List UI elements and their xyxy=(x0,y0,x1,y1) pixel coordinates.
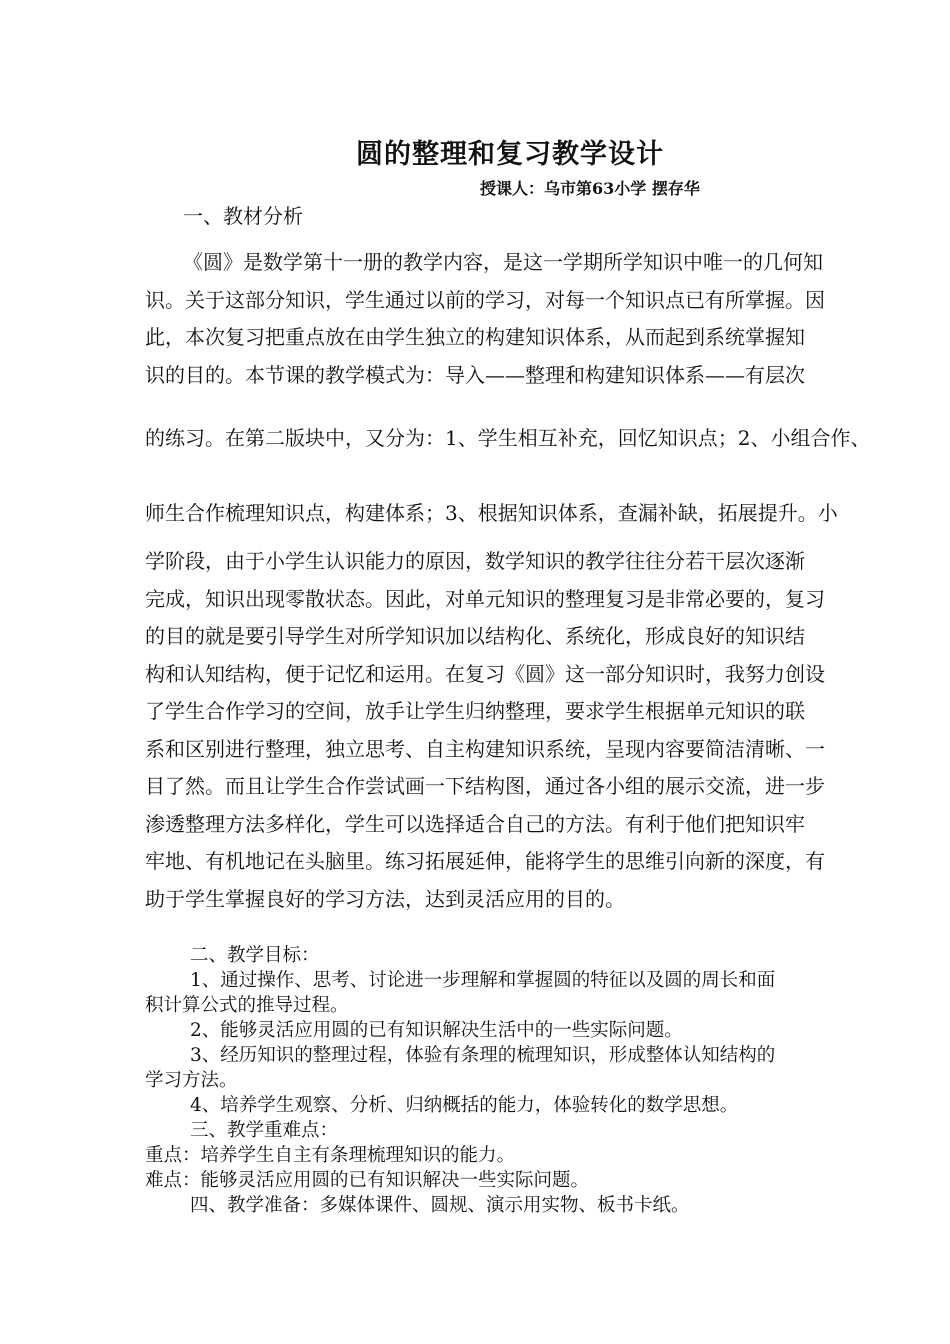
para-line: 此，本次复习把重点放在由学生独立的构建知识体系，从而起到系统掌握知 xyxy=(145,325,805,349)
para-line: 系和区别进行整理，独立思考、自主构建知识系统，呈现内容要简洁清晰、一 xyxy=(145,737,825,761)
goal-line: 学习方法。 xyxy=(145,1070,238,1091)
key-point: 重点：培养学生自主有条理梳理知识的能力。 xyxy=(145,1145,516,1166)
section-heading-2: 二、教学目标： xyxy=(190,945,320,966)
goal-line: 3、经历知识的整理过程，体验有条理的梳理知识，形成整体认知结构的 xyxy=(190,1045,776,1066)
para-line: 的目的就是要引导学生对所学知识加以结构化、系统化，形成良好的知识结 xyxy=(145,624,805,648)
para-line: 学阶段，由于小学生认识能力的原因，数学知识的教学往往分若干层次逐渐 xyxy=(145,549,805,573)
goal-line: 积计算公式的推导过程。 xyxy=(145,995,349,1016)
section-heading-4: 四、教学准备：多媒体课件、圆规、演示用实物、板书卡纸。 xyxy=(190,1195,690,1216)
author-line: 授课人：乌市第63小学 摆存华 xyxy=(480,179,700,198)
para-line: 的练习。在第二版块中，又分为：1、学生相互补充，回忆知识点；2、小组合作、 xyxy=(145,426,871,450)
para-line: 牢地、有机地记在头脑里。练习拓展延伸，能将学生的思维引向新的深度，有 xyxy=(145,849,825,873)
para-line: 了学生合作学习的空间，放手让学生归纳整理，要求学生根据单元知识的联 xyxy=(145,699,805,723)
para-line: 师生合作梳理知识点，构建体系；3、根据知识体系，查漏补缺，拓展提升。小 xyxy=(145,501,838,525)
goal-line: 4、培养学生观察、分析、归纳概括的能力，体验转化的数学思想。 xyxy=(190,1095,739,1116)
para-line: 助于学生掌握良好的学习方法，达到灵活应用的目的。 xyxy=(145,887,625,911)
goal-line: 2、能够灵活应用圆的已有知识解决生活中的一些实际问题。 xyxy=(190,1020,683,1041)
para-line: 构和认知结构，便于记忆和运用。在复习《圆》这一部分知识时，我努力创设 xyxy=(145,662,825,686)
document-title: 圆的整理和复习教学设计 xyxy=(356,139,664,170)
para-line: 目了然。而且让学生合作尝试画一下结构图，通过各小组的展示交流，进一步 xyxy=(145,774,825,798)
para-line: 识。关于这部分知识，学生通过以前的学习，对每一个知识点已有所掌握。因 xyxy=(145,288,825,312)
para-line: 《圆》是数学第十一册的教学内容，是这一学期所学知识中唯一的几何知 xyxy=(183,250,823,274)
section-heading-3: 三、教学重难点： xyxy=(190,1120,339,1141)
para-line: 渗透整理方法多样化，学生可以选择适合自己的方法。有利于他们把知识牢 xyxy=(145,812,805,836)
para-line: 完成，知识出现零散状态。因此，对单元知识的整理复习是非常必要的，复习 xyxy=(145,587,825,611)
para-line: 识的目的。本节课的教学模式为：导入——整理和构建知识体系——有层次 xyxy=(145,363,805,387)
goal-line: 1、通过操作、思考、讨论进一步理解和掌握圆的特征以及圆的周长和面 xyxy=(190,970,776,991)
section-heading-1: 一、教材分析 xyxy=(183,204,303,228)
difficult-point: 难点：能够灵活应用圆的已有知识解决一些实际问题。 xyxy=(145,1170,590,1191)
